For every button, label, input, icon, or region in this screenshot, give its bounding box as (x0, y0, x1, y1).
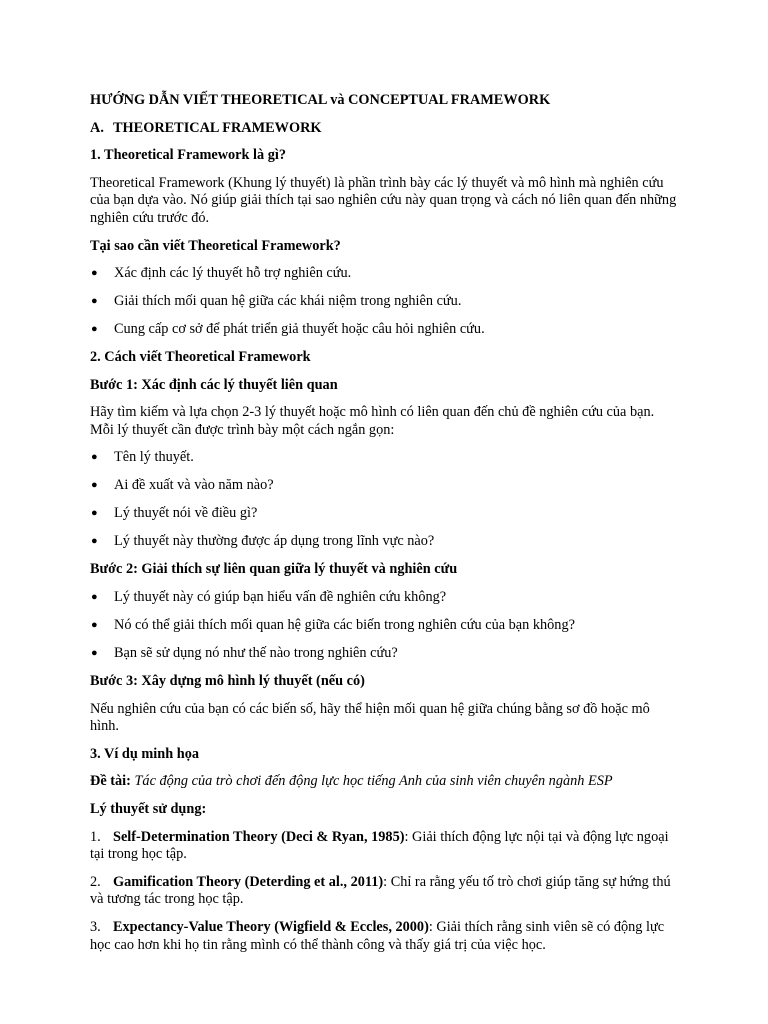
theory-item (90, 919, 680, 954)
list-item-text: Giải thích mối quan hệ giữa các khái niệm trong nghiên cứu. (114, 293, 462, 310)
q1-body: Theoretical Framework (Khung lý thuyết) là phần trình bày các lý thuyết và mô hình mà nghiên cứu của bạn dựa vào. Nó giúp giải thích tại sao nghiên cứu này quan trọng và cách nó liên quan đến những nghiên cứu trước đó. (90, 174, 677, 226)
list-item-text: Lý thuyết này có giúp bạn hiểu vấn đề nghiên cứu không? (114, 589, 447, 606)
list-item (90, 449, 680, 467)
theory-number: 3. (90, 918, 101, 935)
topic-line (90, 773, 680, 791)
list-item (90, 293, 680, 311)
list-item (90, 533, 680, 551)
list-item (90, 321, 680, 339)
list-item-text: Nó có thể giải thích mối quan hệ giữa các biến trong nghiên cứu của bạn không? (114, 617, 575, 633)
list-item-text: Ai đề xuất và vào năm nào? (114, 477, 274, 494)
step2-bullet-list (90, 589, 680, 663)
bullet-icon: ● (91, 451, 98, 464)
bullet-icon: ● (91, 479, 98, 492)
list-item-text: Tên lý thuyết. (114, 449, 194, 466)
list-item (90, 477, 680, 495)
list-item (90, 589, 680, 607)
list-item-text: Xác định các lý thuyết hỗ trợ nghiên cứu. (114, 265, 352, 282)
theory-description: : Giải thích rằng sinh viên sẽ có động lực học cao hơn khi họ tin rằng mình có thể thành công và thấy giá trị của việc học. (90, 918, 665, 953)
list-item (90, 505, 680, 523)
theory-number: 2. (90, 873, 101, 890)
why-heading: Tại sao cần viết Theoretical Framework? (90, 237, 341, 254)
bullet-icon: ● (91, 535, 98, 548)
example-heading: 3. Ví dụ minh họa (90, 745, 199, 762)
section-a-label: THEORETICAL FRAMEWORK (113, 119, 322, 136)
step1-body: Hãy tìm kiếm và lựa chọn 2-3 lý thuyết hoặc mô hình có liên quan đến chủ đề nghiên cứu của bạn. Mỗi lý thuyết cần được trình bày một cách ngắn gọn: (90, 404, 655, 438)
list-item (90, 265, 680, 283)
theories-heading: Lý thuyết sử dụng: (90, 800, 207, 817)
bullet-icon: ● (91, 591, 98, 604)
bullet-icon: ● (91, 267, 98, 280)
list-item-text: Cung cấp cơ sở để phát triển giả thuyết hoặc câu hỏi nghiên cứu. (114, 321, 485, 338)
step3-body: Nếu nghiên cứu của bạn có các biến số, hãy thể hiện mối quan hệ giữa chúng bằng sơ đồ hoặc mô hình. (90, 700, 650, 735)
list-item-text: Lý thuyết nói về điều gì? (114, 505, 258, 522)
topic-label: Đề tài: (90, 773, 131, 790)
section-a-heading (90, 120, 680, 138)
bullet-icon: ● (91, 323, 98, 336)
list-item-text: Bạn sẽ sử dụng nó như thế nào trong nghiên cứu? (114, 644, 398, 661)
bullet-icon: ● (91, 619, 98, 631)
document-page (90, 92, 680, 964)
theory-number: 1. (90, 828, 101, 845)
step2-heading: Bước 2: Giải thích sự liên quan giữa lý thuyết và nghiên cứu (90, 561, 458, 578)
topic-text: Tác động của trò chơi đến động lực học tiếng Anh của sinh viên chuyên ngành ESP (134, 773, 613, 790)
list-item (90, 645, 680, 663)
theory-name: Self-Determination Theory (Deci & Ryan, 1985) (113, 828, 405, 845)
q1-heading: 1. Theoretical Framework là gì? (90, 147, 287, 164)
how-heading: 2. Cách viết Theoretical Framework (90, 349, 311, 366)
theory-item (90, 829, 680, 864)
bullet-icon: ● (91, 646, 98, 659)
step1-heading: Bước 1: Xác định các lý thuyết liên quan (90, 376, 338, 393)
why-bullet-list (90, 265, 680, 339)
theory-name: Expectancy-Value Theory (Wigfield & Eccles, 2000) (113, 918, 429, 935)
theory-description: : Giải thích động lực nội tại và động lực ngoại tại trong học tập. (90, 828, 669, 863)
theory-description: : Chỉ ra rằng yếu tố trò chơi giúp tăng sự hứng thú và tương tác trong học tập. (90, 873, 671, 908)
section-a-letter: A. (90, 119, 104, 136)
document-title: HƯỚNG DẪN VIẾT THEORETICAL và CONCEPTUAL FRAMEWORK (90, 92, 551, 108)
step3-heading: Bước 3: Xây dựng mô hình lý thuyết (nếu có) (90, 672, 365, 689)
bullet-icon: ● (91, 507, 98, 520)
step1-bullet-list (90, 449, 680, 551)
list-item-text: Lý thuyết này thường được áp dụng trong lĩnh vực nào? (114, 533, 435, 550)
bullet-icon: ● (91, 295, 98, 308)
theory-item (90, 874, 680, 909)
theory-name: Gamification Theory (Deterding et al., 2011) (113, 873, 384, 890)
list-item (90, 617, 680, 635)
